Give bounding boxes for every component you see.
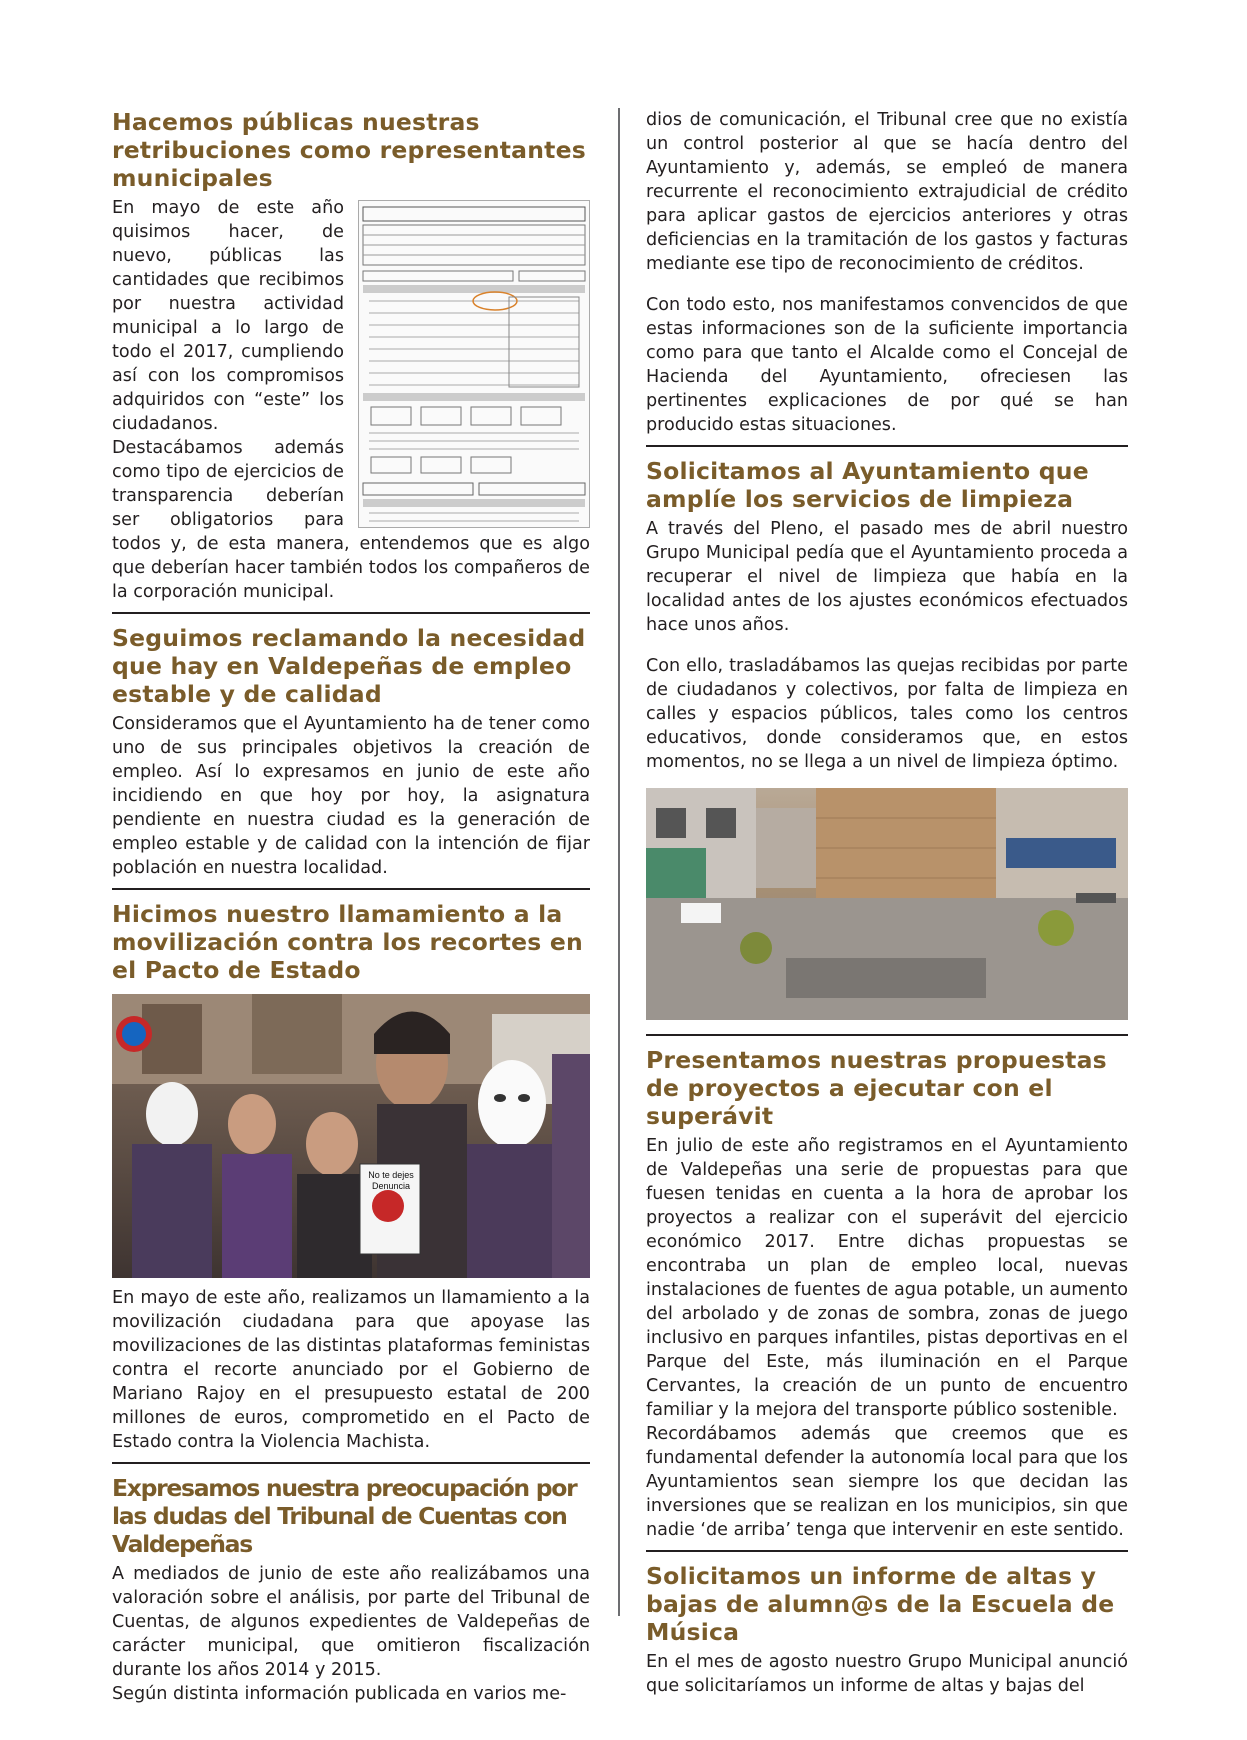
empleo-text: Consideramos que el Ayuntamiento ha de tener como uno de sus principales objetivos la creación de empleo. Así lo expresamos en junio de este año incidiendo en que hoy por hoy, la asignatura pendiente en nuestra ciudad es la generación de empleo estable y de calidad con la intención de fijar población en nuestra localidad. <box>112 714 590 878</box>
retribuciones-text: En mayo de este año quisimos hacer, de nuevo, públicas las cantidades que recibimos por nuestra actividad municipal a lo largo de todo el 2017, cumpliendo así con los compromisos adquiridos con “este” los ciudadanos. Destacábamos además como tipo de ejercicios de transparencia deberían ser obligatorios para todos y, de esta manera, entendemos que es algo que deberían hacer también todos los compañeros de la corporación municipal. <box>112 198 590 602</box>
street-scene <box>646 788 1128 1020</box>
article-limpieza <box>646 457 1128 1020</box>
tribunal-continued-text-1: dios de comunicación, el Tribunal cree que no existía un control posterior al que se hacía dentro del Ayuntamiento y, además, se empleó de manera recurrente el reconocimiento extrajudicial de crédito para aplicar gastos de ejercicios anteriores y otras deficiencias en la tramitación de los gastos y facturas mediante ese tipo de reconocimiento de créditos. <box>646 110 1128 274</box>
heading-empleo: Seguimos reclamando la necesidad que hay en Valdepeñas de empleo estable y de calidad <box>112 624 586 708</box>
article-empleo <box>112 624 590 880</box>
article-tribunal <box>112 1474 590 1706</box>
tax-form-image <box>358 200 590 528</box>
article-retribuciones <box>112 108 590 604</box>
limpieza-text-2: Con ello, trasladábamos las quejas recibidas por parte de ciudadanos y colectivos, por falta de limpieza en calles y espacios públicos, tales como los centros educativos, donde consideramos que, en estos momentos, no se llega a un nivel de limpieza óptimo. <box>646 656 1128 772</box>
movilizacion-text: En mayo de este año, realizamos un llamamiento a la movilización ciudadana para que apoyase las movilizaciones de las distintas plataformas feministas contra el recorte anunciado por el Gobierno de Mariano Rajoy en el presupuesto estatal de 200 millones de euros, comprometido en el Pacto de Estado contra la Violencia Machista. <box>112 1288 590 1452</box>
heading-tribunal: Expresamos nuestra preocupación por las dudas del Tribunal de Cuentas con Valdepeñas <box>112 1474 577 1558</box>
protest-sign-text: No te dejes Denuncia <box>368 1170 414 1191</box>
heading-limpieza: Solicitamos al Ayuntamiento que amplíe los servicios de limpieza <box>646 457 1089 513</box>
article-movilizacion <box>112 900 590 1454</box>
street-photo <box>646 788 1128 1020</box>
tribunal-text-2: Según distinta información publicada en varios me- <box>112 1684 567 1704</box>
section-rule <box>646 1550 1128 1552</box>
left-column <box>112 108 590 1706</box>
heading-superavit: Presentamos nuestras propuestas de proyectos a ejecutar con el superávit <box>646 1046 1107 1130</box>
protest-scene <box>112 994 590 1278</box>
superavit-text-2: Recordábamos además que creemos que es fundamental defender la autonomía local para que los Ayuntamientos sean siempre los que decidan las inversiones que se realizan en los municipios, sin que nadie ‘de arriba’ tenga que intervenir en este sentido. <box>646 1424 1128 1540</box>
section-rule <box>646 1034 1128 1036</box>
section-rule <box>112 612 590 614</box>
section-rule <box>112 888 590 890</box>
escuela-musica-text: En el mes de agosto nuestro Grupo Municipal anunció que solicitaríamos un informe de altas y bajas del <box>646 1652 1128 1696</box>
protest-photo <box>112 994 590 1278</box>
column-divider <box>618 108 620 1616</box>
heading-retribuciones: Hacemos públicas nuestras retribuciones como representantes municipales <box>112 108 586 192</box>
section-rule <box>112 1462 590 1464</box>
section-rule <box>646 445 1128 447</box>
heading-movilizacion: Hicimos nuestro llamamiento a la movilización contra los recortes en el Pacto de Estado <box>112 900 583 984</box>
superavit-text-1: En julio de este año registramos en el Ayuntamiento de Valdepeñas una serie de propuestas para que fuesen tenidas en cuenta a la hora de aprobar los proyectos a realizar con el superávit del ejercicio económico 2017. Entre dichas propuestas se encontraba un plan de empleo local, nuevas instalaciones de fuentes de agua potable, un aumento del arbolado y de zonas de sombra, zonas de juego inclusivo en parques infantiles, pistas deportivas en el Parque del Este, más iluminación en el Parque Cervantes, la creación de un punto de encuentro familiar y la mejora del transporte público sostenible. <box>646 1136 1128 1420</box>
limpieza-text-1: A través del Pleno, el pasado mes de abril nuestro Grupo Municipal pedía que el Ayuntamiento proceda a recuperar el nivel de limpieza que había en la localidad antes de los ajustes económicos efectuados hace unos años. <box>646 519 1128 635</box>
tribunal-continued-text-2: Con todo esto, nos manifestamos convencidos de que estas informaciones son de la suficiente importancia como para que tanto el Alcalde como el Concejal de Hacienda del Ayuntamiento, ofreciesen las pertinentes explicaciones de por qué se han producido estas situaciones. <box>646 295 1128 435</box>
tribunal-text-1: A mediados de junio de este año realizábamos una valoración sobre el análisis, por parte del Tribunal de Cuentas, de algunos expedientes de Valdepeñas de carácter municipal, que omitieron fiscalización durante los años 2014 y 2015. <box>112 1564 590 1680</box>
tax-form-illustration <box>359 201 589 527</box>
article-escuela-musica <box>646 1562 1128 1698</box>
heading-escuela-musica: Solicitamos un informe de altas y bajas de alumn@s de la Escuela de Música <box>646 1562 1115 1646</box>
right-column <box>646 108 1128 1698</box>
article-tribunal-continued <box>646 108 1128 437</box>
article-superavit <box>646 1046 1128 1542</box>
